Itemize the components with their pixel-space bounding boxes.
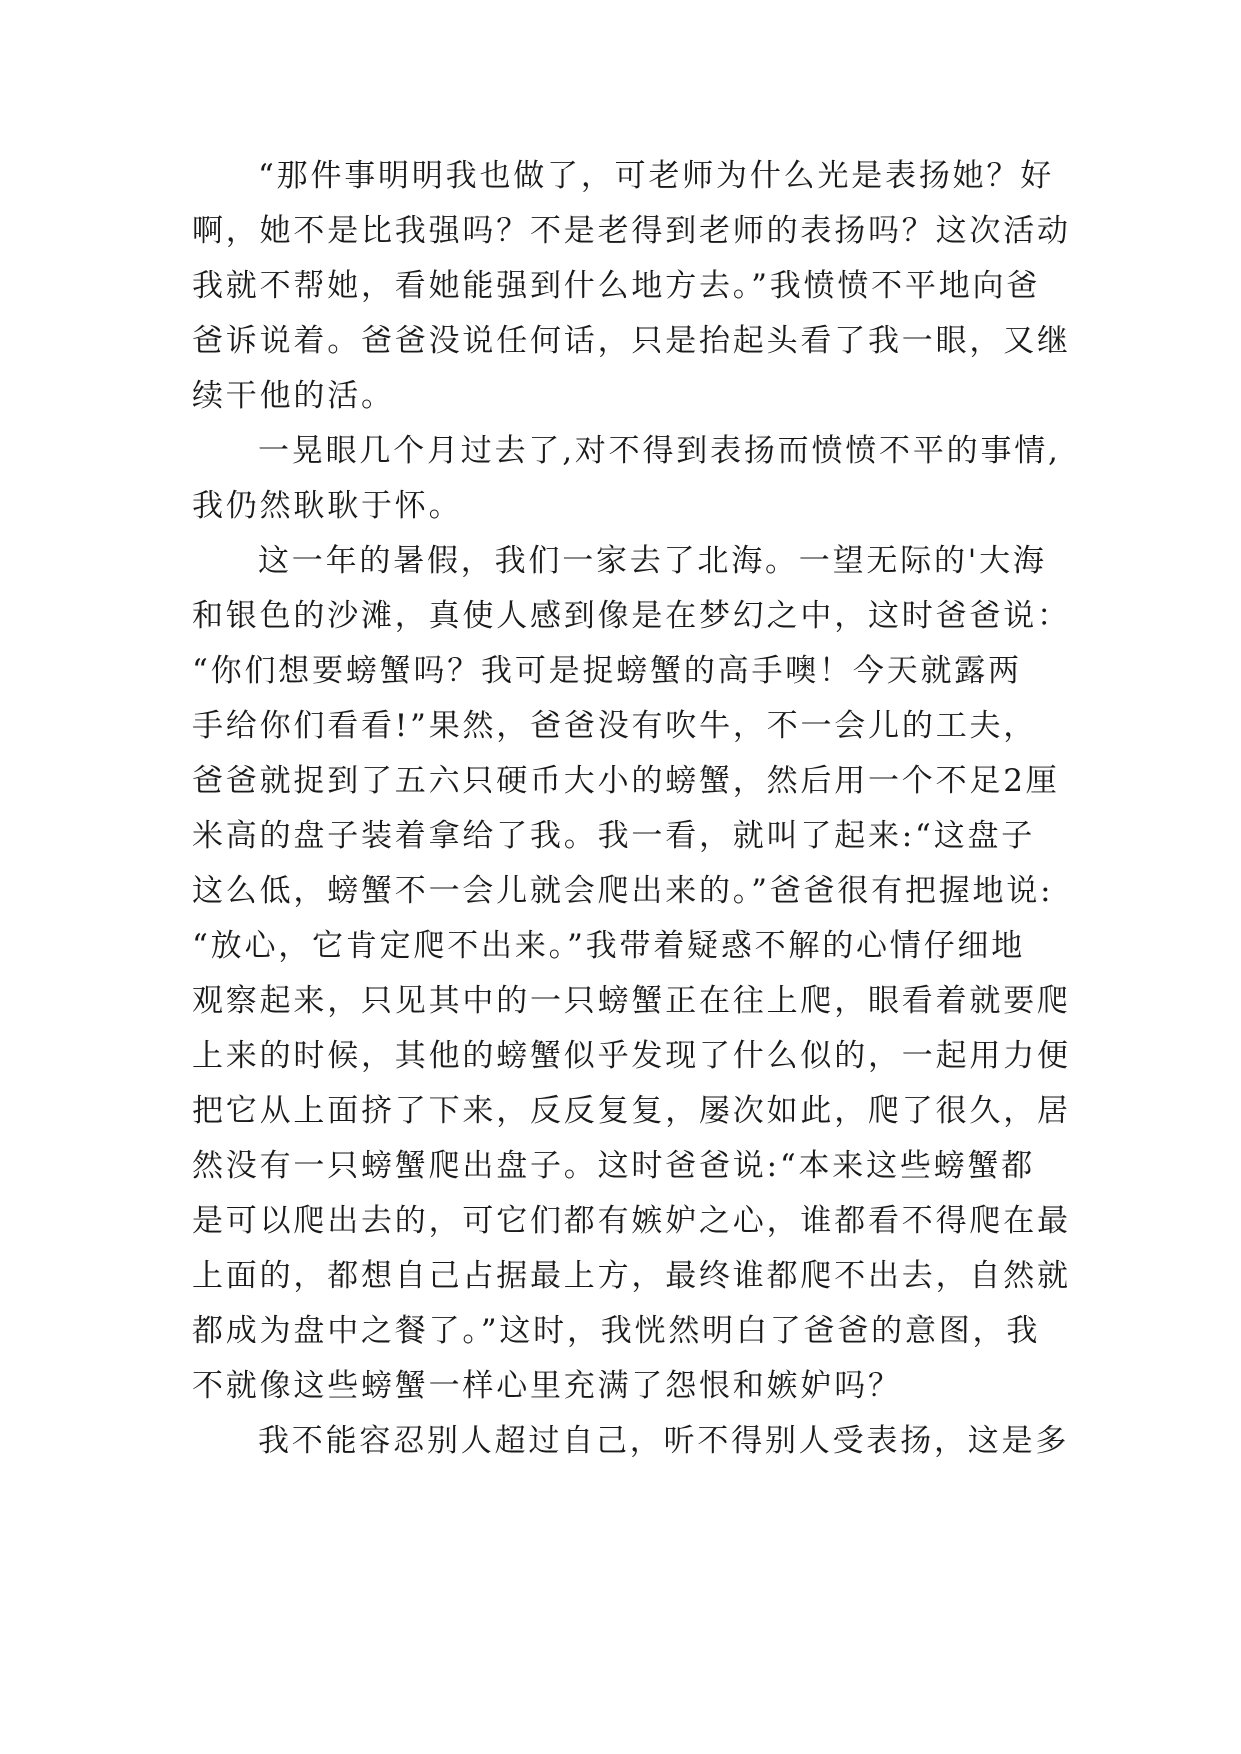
text-line: 米高的盘子装着拿给了我。我一看，就叫了起来:“这盘子: [192, 818, 1036, 854]
text-line: “那件事明明我也做了，可老师为什么光是表扬她？好: [258, 158, 1055, 194]
text-line: 我仍然耿耿于怀。: [192, 488, 463, 524]
text-line: 爸诉说着。爸爸没说任何话，只是抬起头看了我一眼，又继: [192, 323, 1071, 359]
text-line: 和银色的沙滩，真使人感到像是在梦幻之中，这时爸爸说：: [192, 598, 1071, 634]
text-line: 把它从上面挤了下来，反反复复，屡次如此，爬了很久，居: [192, 1093, 1071, 1129]
text-line: 手给你们看看!”果然，爸爸没有吹牛，不一会儿的工夫，: [192, 708, 1038, 744]
text-line: 上面的，都想自己占据最上方，最终谁都爬不出去，自然就: [192, 1258, 1071, 1294]
text-line: 我就不帮她，看她能强到什么地方去。”我愤愤不平地向爸: [192, 268, 1041, 304]
text-line: “放心，它肯定爬不出来。”我带着疑惑不解的心情仔细地: [192, 928, 1025, 964]
text-line: 续干他的活。: [192, 378, 395, 414]
text-line: 一晃眼几个月过去了,对不得到表扬而愤愤不平的事情,: [258, 433, 1061, 469]
text-line: 上来的时候，其他的螃蟹似乎发现了什么似的，一起用力便: [192, 1038, 1071, 1074]
text-line: 观察起来，只见其中的一只螃蟹正在往上爬，眼看着就要爬: [192, 983, 1071, 1019]
text-line: 爸爸就捉到了五六只硬币大小的螃蟹，然后用一个不足2厘: [192, 763, 1060, 799]
text-line: 都成为盘中之餐了。”这时，我恍然明白了爸爸的意图，我: [192, 1313, 1041, 1349]
text-line: 这么低，螃蟹不一会儿就会爬出来的。”爸爸很有把握地说:: [192, 873, 1054, 909]
text-line: 啊，她不是比我强吗？不是老得到老师的表扬吗？这次活动: [192, 213, 1071, 249]
text-line: 不就像这些螃蟹一样心里充满了怨恨和嫉妒吗？: [192, 1368, 902, 1404]
text-line: 这一年的暑假，我们一家去了北海。一望无际的'大海: [258, 543, 1047, 579]
text-line: 我不能容忍别人超过自己，听不得别人受表扬，这是多: [258, 1423, 1070, 1459]
text-line: 是可以爬出去的，可它们都有嫉妒之心，谁都看不得爬在最: [192, 1203, 1071, 1239]
text-line: “你们想要螃蟹吗？我可是捉螃蟹的高手噢！今天就露两: [192, 653, 1022, 689]
text-line: 然没有一只螃蟹爬出盘子。这时爸爸说:“本来这些螃蟹都: [192, 1148, 1036, 1184]
